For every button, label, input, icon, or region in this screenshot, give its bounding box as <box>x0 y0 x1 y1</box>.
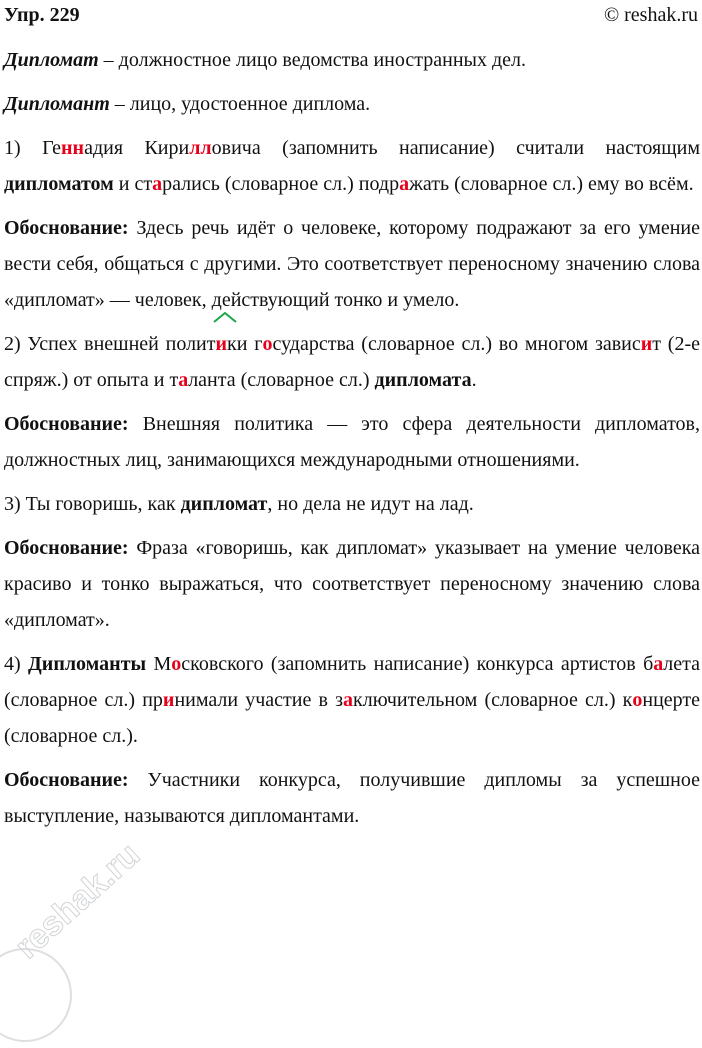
justification-label: Обоснование: <box>4 537 129 559</box>
definition-text: – лицо, удостоенное диплома. <box>109 93 371 115</box>
page-header <box>4 2 698 28</box>
caret-stress-icon <box>212 311 238 323</box>
highlighted-letters: о <box>632 689 643 711</box>
text: ланта (словарное сл.) <box>188 369 375 391</box>
highlighted-letters: и <box>640 333 653 355</box>
highlighted-letters: а <box>653 653 664 675</box>
highlighted-letters: и <box>162 689 175 711</box>
bold-word: дипломата <box>374 369 472 391</box>
text: рались (словарное сл.) подр <box>162 173 400 195</box>
highlighted-letters: а <box>152 173 163 195</box>
justification-text: Фраза «говоришь, как дипломат» указывает на умение человека красиво и тонко выражаться, что соответствует переносному значению слова «дипломат». <box>4 537 700 631</box>
text: . <box>471 369 477 391</box>
definition-diplomant <box>4 86 700 122</box>
sentence-2 <box>4 326 700 398</box>
definition-diplomat <box>4 42 700 78</box>
justification-text: Участники конкурса, получившие дипломы за успешное выступление, называются дипломантами. <box>4 769 700 827</box>
text: М <box>146 653 172 675</box>
site-credit: © reshak.ru <box>603 4 698 26</box>
text: ки г <box>227 333 263 355</box>
highlighted-letters: а <box>178 369 189 391</box>
text: сударства (словарное сл.) во многом завис <box>272 333 641 355</box>
text: жать (словарное сл.) ему во всём. <box>409 173 694 195</box>
text: т (2-е спряж.) от опыта и т <box>4 333 701 391</box>
sentence-1 <box>4 130 700 202</box>
bold-word: Дипломанты <box>28 653 147 675</box>
text: 2) Успех внешней полит <box>4 333 216 355</box>
term-diplomant: Дипломант <box>4 93 110 115</box>
highlighted-letters: и <box>215 333 228 355</box>
text: , но дела не идут на лад. <box>267 493 474 515</box>
text: нимали участие в з <box>174 689 343 711</box>
text: овича (запомнить написание) считали настоящим <box>211 137 701 159</box>
justification-label: Обоснование: <box>4 769 129 791</box>
text: нцерте (словарное сл.). <box>4 689 701 747</box>
justification-3 <box>4 530 700 638</box>
text: 3) Ты говоришь, как <box>4 493 181 515</box>
exercise-content <box>4 42 700 834</box>
text: 1) Ге <box>4 137 62 159</box>
bold-word: дипломат <box>180 493 268 515</box>
text: ключительном (словарное сл.) к <box>353 689 633 711</box>
highlighted-letters: лл <box>189 137 212 159</box>
watermark-text: reshak.ru <box>8 835 148 967</box>
justification-1 <box>4 210 700 318</box>
highlighted-letters: а <box>399 173 410 195</box>
definition-text: – должностное лицо ведомства иностранных дел. <box>98 49 526 71</box>
copyright-circle-icon <box>0 948 72 1042</box>
stressed-letter <box>216 326 228 362</box>
highlighted-letters: о <box>262 333 273 355</box>
text: лета (словарное сл.) пр <box>4 653 700 711</box>
justification-text: Здесь речь идёт о человеке, которому подражают за его умение вести себя, общаться с другими. Это соответствует переносному значению слова «дипломат» — человек, действующий тонко и умело. <box>4 217 700 311</box>
exercise-title: Упр. 229 <box>4 4 80 26</box>
sentence-3 <box>4 486 700 522</box>
justification-label: Обоснование: <box>4 217 129 239</box>
justification-text: Внешняя политика — это сфера деятельности дипломатов, должностных лиц, занимающихся международными отношениями. <box>4 413 700 471</box>
text: сковского (запомнить написание) конкурса артистов б <box>181 653 654 675</box>
term-diplomat: Дипломат <box>4 49 99 71</box>
text: и ст <box>113 173 153 195</box>
bold-word: дипломатом <box>4 173 114 195</box>
highlighted-letters: а <box>343 689 353 711</box>
text: 4) <box>4 653 29 675</box>
watermark <box>0 835 193 1048</box>
justification-label: Обоснование: <box>4 413 129 435</box>
justification-4 <box>4 762 700 834</box>
highlighted-letters: нн <box>61 137 85 159</box>
sentence-4 <box>4 646 700 754</box>
justification-2 <box>4 406 700 478</box>
highlighted-letters: о <box>171 653 182 675</box>
text: адия Кири <box>84 137 190 159</box>
